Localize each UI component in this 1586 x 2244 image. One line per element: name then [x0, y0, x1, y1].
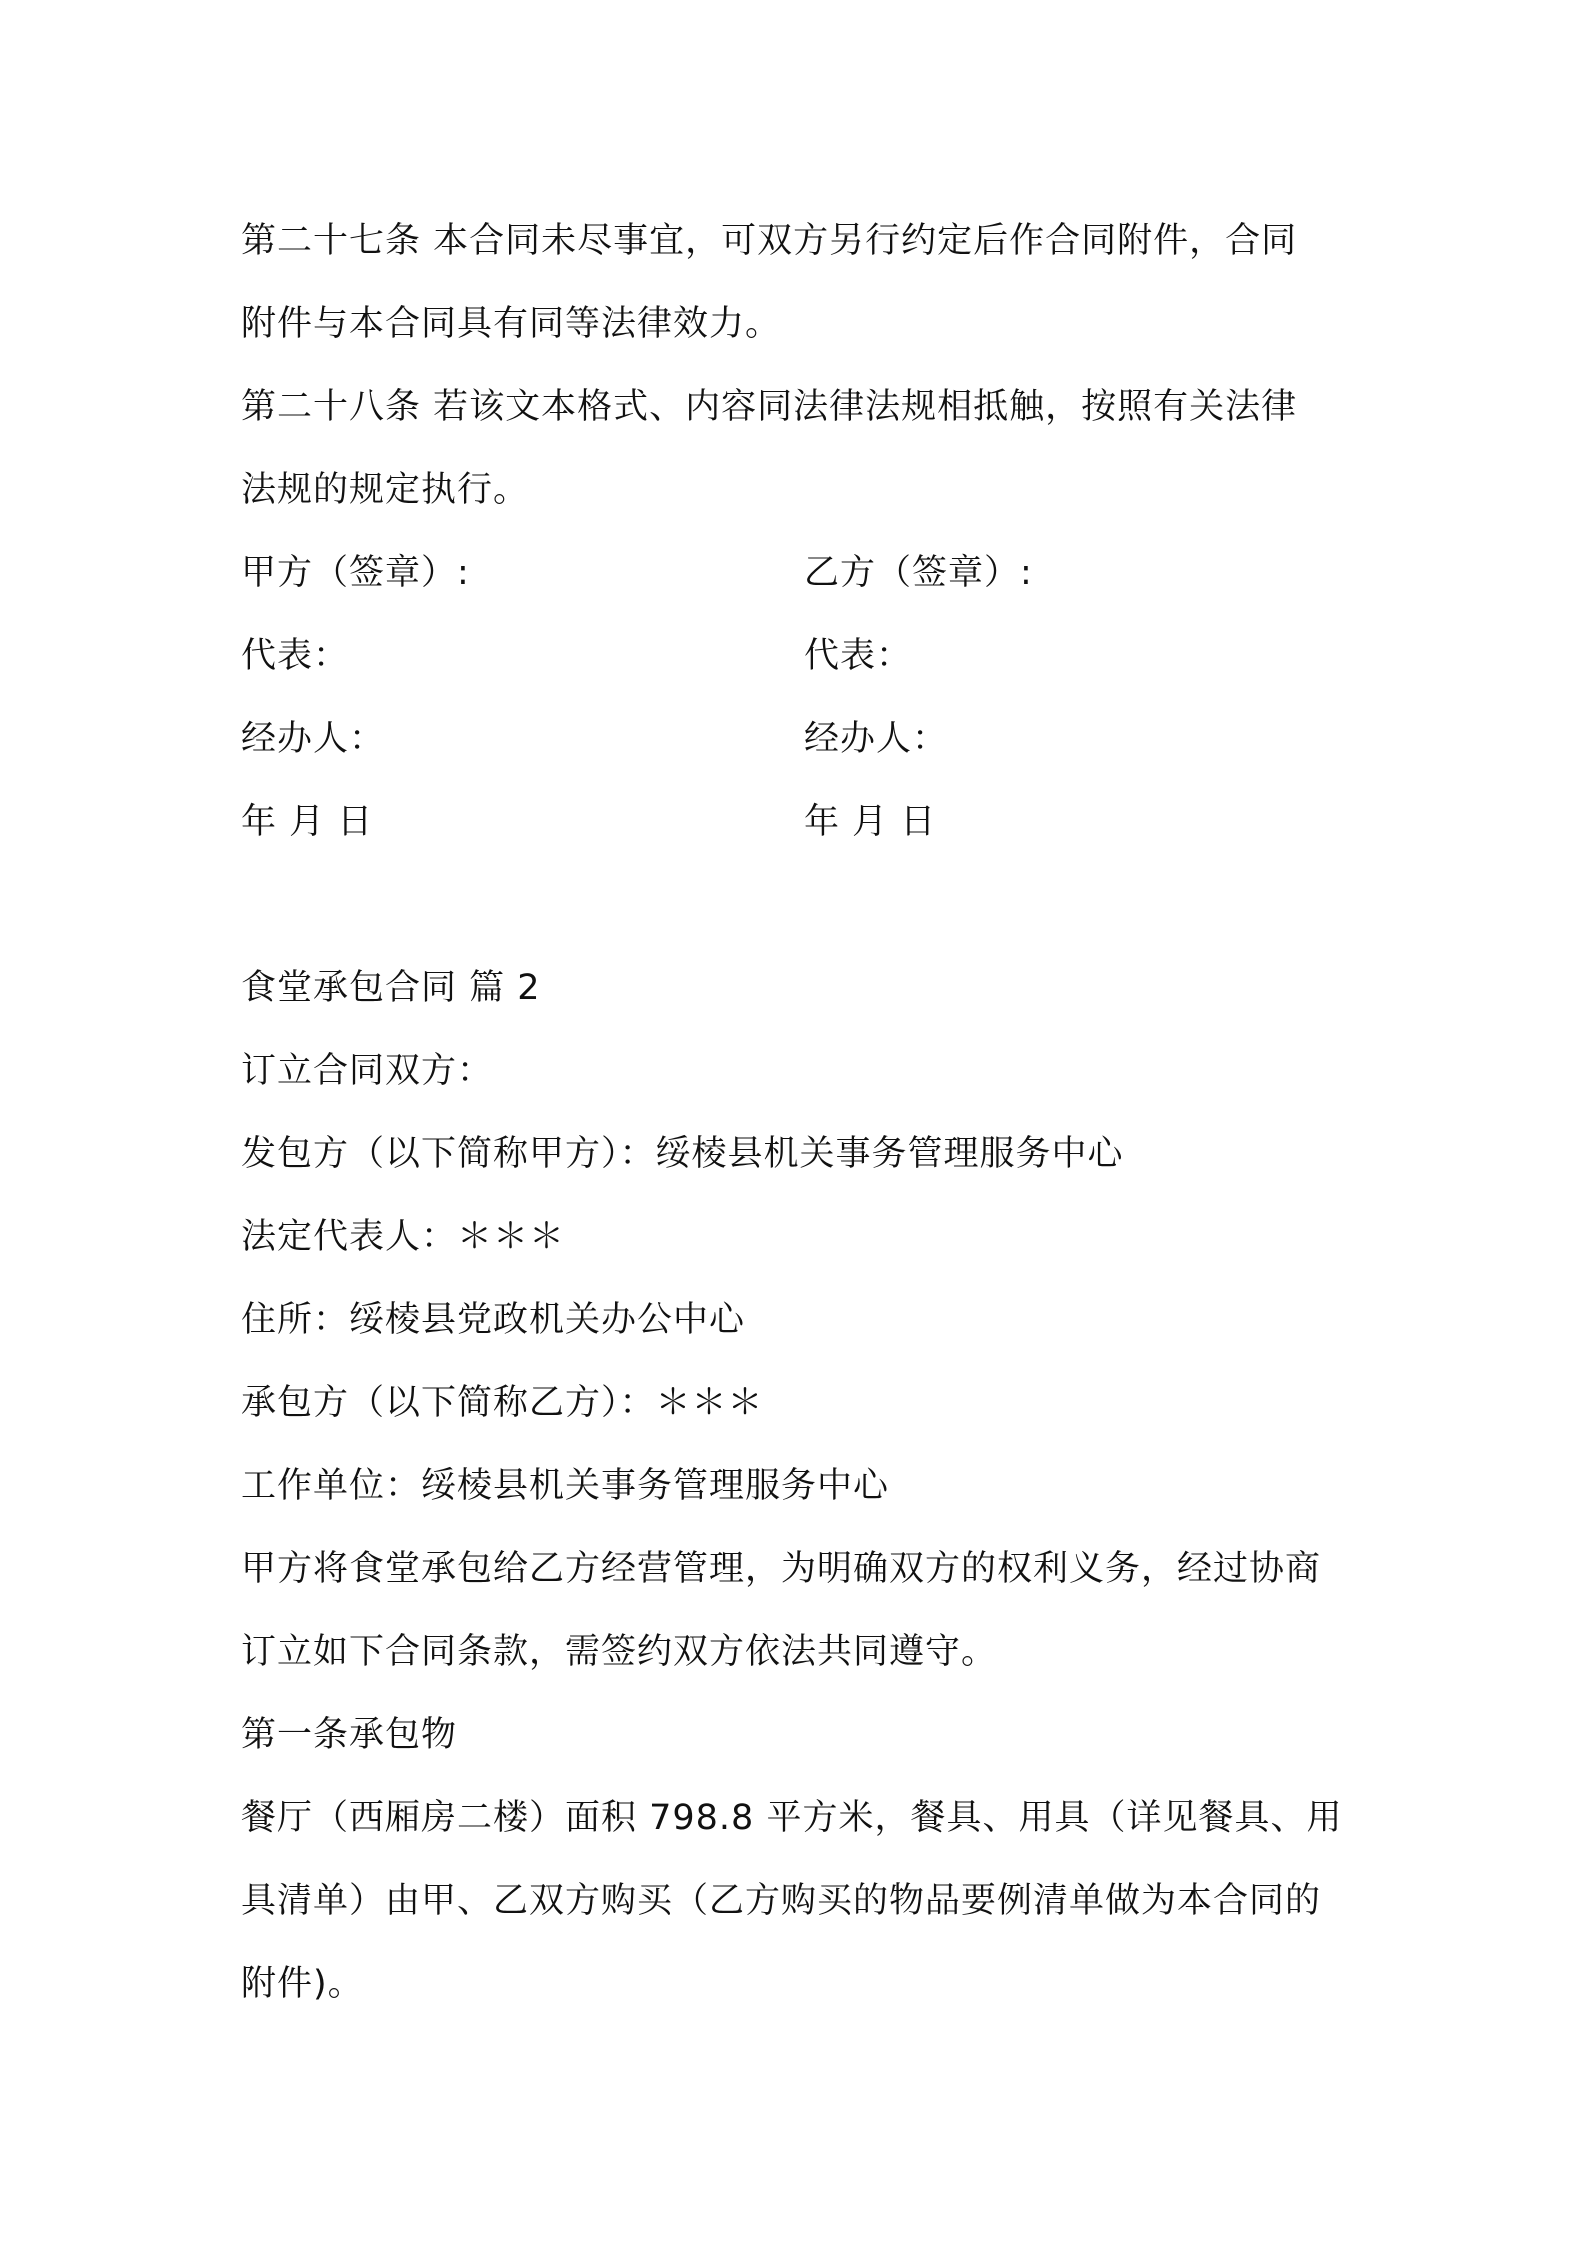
signature-rep-row [241, 615, 1361, 698]
signature-date-row [241, 781, 1361, 864]
article-27-line-1: 第二十七条 本合同未尽事宜，可双方另行约定后作合同附件，合同 [241, 221, 1298, 261]
article-1-body-line-2: 具清单）由甲、乙双方购买（乙方购买的物品要例清单做为本合同的 [241, 1881, 1322, 1921]
party-b-date-label: 年 月 日 [804, 802, 937, 842]
legal-rep-line: 法定代表人：＊＊＊ [241, 1217, 566, 1257]
contract-intro: 订立合同双方： [241, 1051, 494, 1091]
article-28-line-1: 第二十八条 若该文本格式、内容同法律法规相抵触，按照有关法律 [241, 387, 1298, 427]
signature-handler-row [241, 698, 1361, 781]
purpose-line-1: 甲方将食堂承包给乙方经营管理，为明确双方的权利义务，经过协商 [241, 1549, 1322, 1589]
address-line: 住所：绥棱县党政机关办公中心 [241, 1300, 746, 1340]
article-1-heading: 第一条承包物 [241, 1715, 458, 1755]
section-gap [241, 864, 1361, 947]
party-b-seal-label: 乙方（签章）: [804, 553, 1033, 593]
party-b-rep-label: 代表： [804, 636, 913, 676]
issuer-line: 发包方（以下简称甲方）：绥棱县机关事务管理服务中心 [241, 1134, 1124, 1174]
party-a-handler-label: 经办人： [241, 719, 386, 759]
contractor-line: 承包方（以下简称乙方）：＊＊＊ [241, 1383, 764, 1423]
document-content [241, 200, 1361, 2026]
party-a-date-label: 年 月 日 [241, 802, 374, 842]
article-1-body-line-1: 餐厅（西厢房二楼）面积 798.8 平方米，餐具、用具（详见餐具、用 [241, 1798, 1343, 1838]
work-unit-line: 工作单位：绥棱县机关事务管理服务中心 [241, 1466, 890, 1506]
purpose-line-2: 订立如下合同条款，需签约双方依法共同遵守。 [241, 1632, 998, 1672]
signature-seal-row [241, 532, 1361, 615]
contract-title: 食堂承包合同 篇 2 [241, 968, 541, 1008]
party-a-seal-label: 甲方（签章）: [241, 553, 470, 593]
party-b-handler-label: 经办人： [804, 719, 949, 759]
article-28-line-2: 法规的规定执行。 [241, 470, 530, 510]
party-a-rep-label: 代表： [241, 636, 350, 676]
article-1-body-line-3: 附件)。 [241, 1964, 364, 2004]
article-27-line-2: 附件与本合同具有同等法律效力。 [241, 304, 782, 344]
